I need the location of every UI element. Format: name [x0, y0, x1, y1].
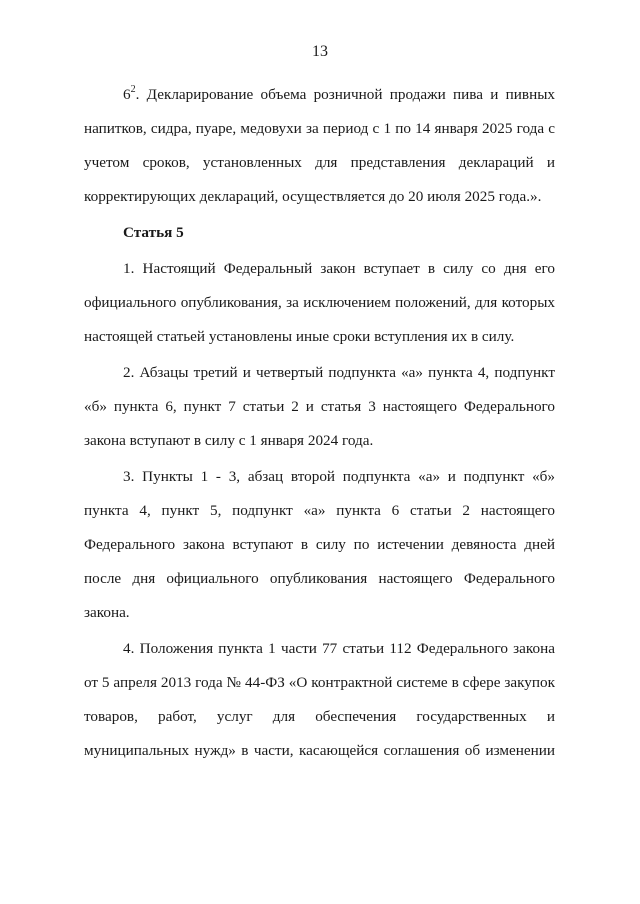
paragraph-line: корректирующих деклараций, осуществляется до 20 июля 2025 года.».: [84, 188, 542, 205]
paragraph-line: 2. Абзацы третий и четвертый подпункта «а» пункта 4, подпункт: [123, 364, 555, 381]
superscript: 2: [130, 84, 136, 95]
paragraph-line: от 5 апреля 2013 года № 44-ФЗ «О контрактной системе в сфере закупок: [84, 674, 555, 691]
paragraph-line: настоящей статьей установлены иные сроки вступления их в силу.: [84, 328, 515, 345]
document-body: [84, 78, 555, 768]
paragraph-line: учетом сроков, установленных для представления деклараций и: [84, 154, 555, 171]
paragraph-line: товаров, работ, услуг для обеспечения государственных и: [84, 708, 555, 725]
paragraph-line: закона.: [84, 604, 130, 621]
paragraph-line: закона вступают в силу с 1 января 2024 года.: [84, 432, 374, 449]
paragraph-line: пункта 4, пункт 5, подпункт «а» пункта 6 статьи 2 настоящего: [84, 502, 555, 519]
paragraph-line: 3. Пункты 1 - 3, абзац второй подпункта «а» и подпункт «б»: [123, 468, 555, 485]
paragraph-line: официального опубликования, за исключением положений, для которых: [84, 294, 555, 311]
paragraph-line: 4. Положения пункта 1 части 77 статьи 112 Федерального закона: [123, 640, 555, 657]
paragraph-line: муниципальных нужд» в части, касающейся соглашения об изменении: [84, 742, 555, 759]
paragraph-line: Федерального закона вступают в силу по истечении девяноста дней: [84, 536, 555, 553]
page-number: 13: [312, 43, 328, 60]
paragraph-line: после дня официального опубликования настоящего Федерального: [84, 570, 555, 587]
paragraph-line: $6^2$. Декларирование объема розничной продажи пива и пивных: [123, 84, 555, 103]
article-heading: Статья 5: [123, 224, 184, 241]
paragraph-line: 1. Настоящий Федеральный закон вступает в силу со дня его: [123, 260, 555, 277]
paragraph-line: «б» пункта 6, пункт 7 статьи 2 и статья 3 настоящего Федерального: [84, 398, 555, 415]
paragraph-line: напитков, сидра, пуаре, медовухи за период с 1 по 14 января 2025 года с: [84, 120, 555, 137]
